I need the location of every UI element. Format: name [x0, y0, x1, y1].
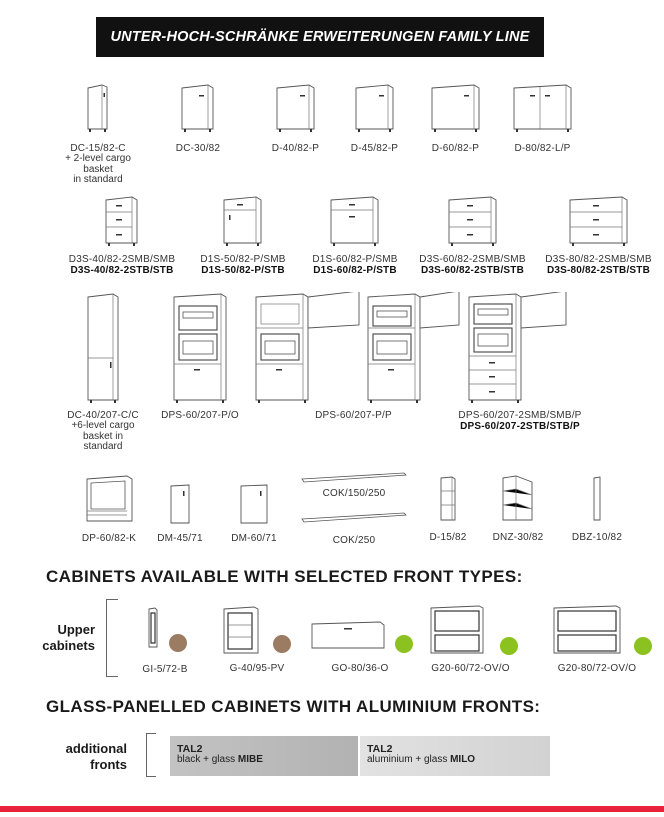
cabinet-label-bold: D3S-80/82-2STB/STB: [546, 265, 651, 276]
cabinet-label: G-40/95-PV: [229, 663, 285, 674]
plinth-cok-250: [298, 510, 410, 546]
front-color-dot: [395, 635, 413, 653]
group-bracket: [146, 733, 156, 777]
cabinet-label: D-80/82-L/P: [514, 143, 571, 154]
cabinet-drawing: [178, 83, 218, 133]
front-panel-tal2-mibe: [170, 736, 358, 776]
cabinet-drawing: [352, 83, 398, 133]
cabinet-drawing: [300, 610, 420, 657]
cabinet-d3s-80-82: [536, 195, 661, 276]
plinth-drawing: [300, 510, 408, 526]
cabinet-drawing: [220, 195, 266, 247]
cabinet-label: DM-45/71: [157, 533, 203, 544]
cabinet-d3s-60-82: [410, 195, 535, 276]
section-title-selected-fronts: CABINETS AVAILABLE WITH SELECTED FRONT TYPES:: [46, 567, 523, 586]
cabinet-d1s-50-82: [188, 195, 298, 276]
cabinet-label: DC-40/207-C/C: [67, 410, 139, 421]
upper-cabinet-gi-5-72-b: [133, 605, 197, 675]
cabinet-label: GI-5/72-B: [142, 664, 188, 675]
cabinet-d3s-40-82: [58, 195, 186, 276]
front-drawing: [238, 483, 270, 525]
cabinet-drawing: [83, 292, 123, 404]
cabinet-label-bold: DPS-60/207-2STB/STB/P: [460, 421, 580, 432]
section-title-glass-cabinets: GLASS-PANELLED CABINETS WITH ALUMINIUM FRONTS:: [46, 697, 541, 716]
panel-desc: aluminium + glass: [367, 754, 448, 765]
cabinet-d-40-82-p: [258, 83, 333, 154]
cabinet-label: DPS-60/207-P/O: [161, 410, 239, 421]
cabinet-drawing: [327, 195, 383, 247]
group-bracket: [106, 599, 118, 677]
panel-glass: MILO: [450, 754, 476, 765]
cabinet-label: COK/250: [332, 535, 376, 546]
shelf-drawing: [498, 474, 538, 524]
cabinet-label: G20-60/72-OV/O: [431, 663, 510, 674]
cabinet-note-line: in standard: [73, 174, 123, 185]
cabinet-label: DP-60/82-K: [81, 533, 137, 544]
cabinet-drawing-pair: [251, 292, 456, 404]
plinth-drawing: [300, 470, 408, 486]
cabinet-dps-60-207-2smb: [440, 292, 600, 432]
cabinet-label: D3S-80/82-2SMB/SMB: [545, 254, 652, 265]
cabinet-label: DBZ-10/82: [571, 532, 623, 543]
cabinet-dps-60-207-p-o: [155, 292, 245, 421]
cabinet-label: DNZ-30/82: [492, 532, 544, 543]
cabinet-drawing: [464, 292, 576, 404]
cabinet-label: D3S-60/82-2SMB/SMB: [419, 254, 526, 265]
filler-dbz-10-82: [567, 474, 627, 543]
cabinet-label: G20-80/72-OV/O: [557, 663, 637, 674]
cabinet-drawing: [133, 605, 197, 657]
panel-desc: black + glass: [177, 754, 236, 765]
front-dm-45-71: [150, 483, 210, 544]
cabinet-note-line: basket: [83, 163, 113, 175]
cabinet-drawing: [251, 292, 363, 404]
cabinet-d-60-82-p: [418, 83, 493, 154]
front-drawing: [167, 483, 193, 525]
upper-cabinet-go-80-36-o: [300, 610, 420, 674]
cabinet-drawing: [81, 473, 137, 525]
cabinet-drawing: [212, 605, 302, 657]
shelf-dnz-30-82: [483, 474, 553, 543]
cabinet-label: DC-15/82-C: [70, 143, 126, 154]
group-label-additional-fronts: additional fronts: [65, 741, 127, 772]
cabinet-note-line: standard: [83, 441, 123, 452]
upper-cabinet-g-40-95-pv: [212, 605, 302, 674]
plinth-cok-150-250: [298, 470, 410, 499]
cabinet-note-line: +6-level cargo: [71, 420, 135, 431]
panel-glass: MIBE: [237, 754, 263, 765]
cabinet-label: D1S-50/82-P/SMB: [200, 254, 286, 265]
shelf-drawing: [436, 474, 460, 524]
cabinet-drawing: [566, 195, 632, 247]
cabinet-label-bold: D1S-50/82-P/STB: [201, 265, 285, 276]
front-color-dot: [500, 637, 518, 655]
cabinet-label: DPS-60/207-2SMB/SMB/P: [458, 410, 582, 421]
upper-cabinet-g20-80-72-ov-o: [532, 605, 662, 674]
cabinet-drawing: [273, 83, 319, 133]
cabinet-label-bold: D1S-60/82-P/STB: [313, 265, 397, 276]
cabinet-dc-40-207-c-c: [55, 292, 151, 453]
footer-accent-line: [0, 806, 664, 812]
cabinet-label: D-45/82-P: [350, 143, 399, 154]
cabinet-label: D-15/82: [429, 532, 467, 543]
front-color-dot: [273, 635, 291, 653]
cabinet-d-45-82-p: [337, 83, 412, 154]
cabinet-label: DC-30/82: [175, 143, 221, 154]
panel-name: TAL2: [177, 743, 203, 755]
panel-name: TAL2: [367, 743, 393, 755]
cabinet-label: D3S-40/82-2SMB/SMB: [68, 254, 176, 265]
front-color-dot: [169, 634, 187, 652]
front-panel-tal2-milo: [360, 736, 550, 776]
upper-cabinet-g20-60-72-ov-o: [413, 605, 528, 674]
cabinet-label: DM-60/71: [231, 533, 277, 544]
cabinet-label: D-40/82-P: [271, 143, 320, 154]
cabinet-note-line: + 2-level cargo: [65, 153, 131, 164]
cabinet-drawing: [445, 195, 501, 247]
group-label-upper-cabinets: Upper cabinets: [42, 622, 95, 653]
cabinet-dp-60-82-k: [74, 473, 144, 544]
cabinet-drawing: [413, 605, 528, 657]
front-color-dot: [634, 637, 652, 655]
cabinet-label: GO-80/36-O: [331, 663, 389, 674]
cabinet-drawing: [532, 605, 662, 657]
cabinet-dc-30-82: [163, 83, 233, 154]
cabinet-drawing: [85, 83, 111, 133]
front-dm-60-71: [224, 483, 284, 544]
cabinet-label-bold: D3S-40/82-2STB/STB: [70, 265, 174, 276]
cabinet-label: DPS-60/207-P/P: [315, 410, 392, 421]
cabinet-d1s-60-82: [300, 195, 410, 276]
cabinet-dc-15-82-c: [53, 83, 143, 186]
cabinet-label-bold: D3S-60/82-2STB/STB: [420, 265, 525, 276]
cabinet-d-80-82-l-p: [500, 83, 585, 154]
page-title: UNTER-HOCH-SCHRÄNKE ERWEITERUNGEN FAMILY LINE: [96, 17, 544, 57]
cabinet-label: D-60/82-P: [431, 143, 480, 154]
shelf-d-15-82: [420, 474, 476, 543]
cabinet-drawing: [428, 83, 484, 133]
cabinet-drawing: [102, 195, 142, 247]
cabinet-dps-60-207-p-p: [251, 292, 456, 421]
cabinet-label: COK/150/250: [322, 488, 386, 499]
cabinet-label: D1S-60/82-P/SMB: [312, 254, 398, 265]
cabinet-note-line: basket in: [82, 430, 124, 442]
cabinet-drawing: [169, 292, 231, 404]
cabinet-drawing: [510, 83, 576, 133]
filler-drawing: [590, 474, 604, 524]
